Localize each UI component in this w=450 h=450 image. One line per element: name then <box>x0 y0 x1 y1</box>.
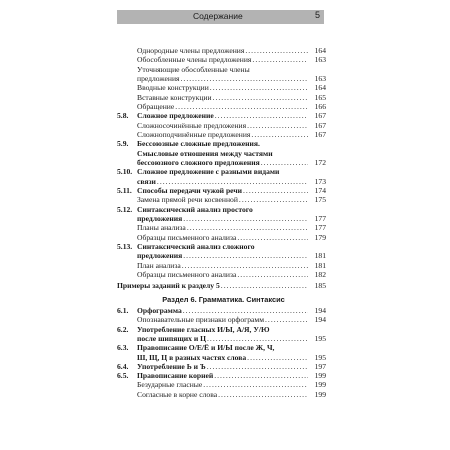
toc-entry-title: Бессоюзные сложные предложения. <box>137 139 260 149</box>
toc-entry-number: 5.11. <box>117 185 132 195</box>
toc-entry-title: Правописание О/Е/Ё и И/Ы после Ж, Ч, <box>137 343 275 353</box>
toc-entry-title: бессоюзного сложного предложения <box>137 157 260 167</box>
toc-entry-page: 195 <box>314 352 326 362</box>
toc-entry-title: предложения <box>137 73 180 83</box>
toc-entry-title: Образцы письменного анализа <box>137 232 237 242</box>
leader-dots <box>207 334 308 343</box>
toc-entry-page: 199 <box>314 380 326 390</box>
toc-entry-title: Сложное предложение с разными видами <box>137 167 280 177</box>
leader-dots <box>157 177 308 186</box>
toc-entry[interactable] <box>117 111 326 120</box>
toc-entry-text <box>137 177 308 186</box>
toc-entry-page: 165 <box>314 92 326 102</box>
toc-entry-number: 6.5. <box>117 371 129 381</box>
leader-dots <box>251 130 308 139</box>
toc-entry-text <box>137 102 308 111</box>
toc-entry-text <box>137 195 308 204</box>
toc-entry-page: 167 <box>314 111 326 121</box>
toc-entry-page: 167 <box>314 129 326 139</box>
leader-dots <box>181 74 308 83</box>
toc-entry-page: 175 <box>314 195 326 205</box>
toc-entry-page: 172 <box>314 157 326 167</box>
leader-dots <box>207 362 308 371</box>
toc-entry-text <box>137 343 326 352</box>
toc-entry-text <box>137 242 326 251</box>
toc-entry[interactable] <box>117 270 326 279</box>
toc-entry-text <box>137 380 308 389</box>
toc-entry[interactable] <box>117 380 326 389</box>
leader-dots <box>183 251 308 260</box>
toc-entry[interactable] <box>117 149 326 158</box>
toc-entry[interactable] <box>117 362 326 371</box>
toc-entry-title: Сложноподчинённые предложения <box>137 129 251 139</box>
toc-entry-number: 5.9. <box>117 139 129 149</box>
toc-entry[interactable] <box>117 102 326 111</box>
toc-entry-text <box>137 55 308 64</box>
leader-dots <box>239 195 308 204</box>
toc-entry-page: 177 <box>314 213 326 223</box>
toc-entry-title: Опознавательные признаки орфограмм <box>137 315 265 325</box>
toc-entry-number: 5.10. <box>117 167 133 177</box>
toc-entry-page: 194 <box>314 315 326 325</box>
leader-dots <box>214 371 308 380</box>
toc-entry[interactable] <box>117 223 326 232</box>
toc-entry-page: 199 <box>314 389 326 399</box>
toc-entry-text <box>137 306 308 315</box>
toc-entry[interactable] <box>117 55 326 64</box>
toc-entry-title: Ш, Щ, Ц в разных частях слова <box>137 352 247 362</box>
toc-entry[interactable] <box>117 390 326 399</box>
toc-entry-text <box>137 334 308 343</box>
page-header-title: Содержание <box>193 11 243 21</box>
toc-entry[interactable] <box>117 233 326 242</box>
toc-entry-number: 5.8. <box>117 111 129 121</box>
toc-entry[interactable] <box>117 130 326 139</box>
leader-dots <box>213 93 308 102</box>
toc-entry[interactable] <box>117 167 326 176</box>
toc-entry-title: Замена прямой речи косвенной <box>137 195 238 205</box>
toc-entry-text <box>137 261 308 270</box>
page-number: 5 <box>315 10 321 20</box>
table-of-contents <box>117 46 326 399</box>
toc-entry-text <box>137 223 308 232</box>
toc-entry-text <box>137 214 308 223</box>
leader-dots <box>237 233 308 242</box>
leader-dots <box>183 214 308 223</box>
toc-entry-text <box>137 167 326 176</box>
toc-entry-title: Орфограмма <box>137 305 182 315</box>
toc-entry[interactable] <box>117 205 326 214</box>
toc-entry-title: Способы передачи чужой речи <box>137 185 243 195</box>
toc-entry-page: 164 <box>314 83 326 93</box>
toc-entry-page: 179 <box>314 232 326 242</box>
toc-entry-page: 181 <box>314 260 326 270</box>
toc-entry-text <box>137 315 308 324</box>
toc-entry-text <box>137 251 308 260</box>
toc-entry-title: связи <box>137 176 156 186</box>
toc-entry-text <box>137 83 308 92</box>
toc-entry-title: Примеры заданий к разделу 5 <box>117 281 220 291</box>
toc-entry[interactable] <box>117 121 326 130</box>
toc-entry[interactable] <box>117 186 326 195</box>
leader-dots <box>252 55 308 64</box>
toc-entry-title: Безударные гласные <box>137 380 203 390</box>
toc-entry-text <box>137 270 308 279</box>
toc-entry-title: Планы анализа <box>137 223 186 233</box>
toc-entry-text <box>137 205 326 214</box>
toc-entry[interactable] <box>117 306 326 315</box>
toc-entry-page: 166 <box>314 101 326 111</box>
leader-dots <box>203 380 308 389</box>
toc-entry-number: 6.1. <box>117 305 129 315</box>
toc-entry-title: Обособленные члены предложения <box>137 55 252 65</box>
toc-entry-text <box>137 362 308 371</box>
leader-dots <box>247 121 308 130</box>
toc-entry-title: Синтаксический анализ сложного <box>137 241 255 251</box>
section-6-heading: Раздел 6. Грамматика. Синтаксис <box>162 294 285 304</box>
toc-entry-page: 177 <box>314 223 326 233</box>
toc-entry[interactable] <box>117 158 326 167</box>
toc-entry[interactable] <box>117 353 326 362</box>
toc-entry-page: 199 <box>314 371 326 381</box>
toc-entry-text <box>137 371 308 380</box>
toc-entry[interactable] <box>117 325 326 334</box>
toc-entry-text <box>137 121 308 130</box>
leader-dots <box>182 261 308 270</box>
toc-entry-page: 163 <box>314 73 326 83</box>
leader-dots <box>218 390 308 399</box>
toc-section-5-list <box>117 46 326 279</box>
toc-entry-title: Употребление Ь и Ъ <box>137 361 206 371</box>
toc-entry-title: Правописание корней <box>137 371 214 381</box>
toc-entry[interactable] <box>117 242 326 251</box>
toc-entry-title: Синтаксический анализ простого <box>137 204 253 214</box>
page-header-bar <box>117 10 324 24</box>
leader-dots <box>215 111 308 120</box>
toc-entry-text <box>137 111 308 120</box>
leader-dots <box>243 186 308 195</box>
toc-entry-title: после шипящих и Ц <box>137 333 207 343</box>
toc-entry-page: 167 <box>314 120 326 130</box>
toc-entry-text <box>117 281 308 290</box>
toc-entry-page: 195 <box>314 333 326 343</box>
toc-entry-examples[interactable] <box>117 281 326 290</box>
toc-entry[interactable] <box>117 139 326 148</box>
toc-entry[interactable] <box>117 74 326 83</box>
leader-dots <box>237 270 308 279</box>
toc-entry-text <box>137 353 308 362</box>
toc-entry-page: 182 <box>314 269 326 279</box>
toc-entry-title: Уточняющие обособленные члены <box>137 64 250 74</box>
toc-entry-title: Сложное предложение <box>137 111 214 121</box>
toc-entry-title: предложения <box>137 251 183 261</box>
toc-entry[interactable] <box>117 177 326 186</box>
toc-entry-text <box>137 93 308 102</box>
toc-entry-number: 5.12. <box>117 204 133 214</box>
toc-entry[interactable] <box>117 371 326 380</box>
toc-entry-number: 5.13. <box>117 241 133 251</box>
toc-entry-text <box>137 130 308 139</box>
toc-entry-page: 173 <box>314 176 326 186</box>
leader-dots <box>187 223 308 232</box>
toc-entry-number: 6.4. <box>117 361 129 371</box>
toc-entry-title: Согласные в корне слова <box>137 389 218 399</box>
toc-entry[interactable] <box>117 315 326 324</box>
toc-entry-text <box>137 74 308 83</box>
toc-entry-text <box>137 65 326 74</box>
toc-entry[interactable] <box>117 93 326 102</box>
toc-entry-title: Смысловые отношения между частями <box>137 148 273 158</box>
toc-entry-title: Однородные члены предложения <box>137 46 245 55</box>
leader-dots <box>245 46 308 55</box>
toc-entry[interactable] <box>117 261 326 270</box>
toc-entry-title: Обращение <box>137 101 175 111</box>
toc-entry-title: Употребление гласных И/Ы, А/Я, У/Ю <box>137 324 270 334</box>
toc-entry[interactable] <box>117 65 326 74</box>
toc-entry[interactable] <box>117 334 326 343</box>
leader-dots <box>265 315 308 324</box>
toc-entry-title: Вводные конструкции <box>137 83 209 93</box>
leader-dots <box>221 281 308 290</box>
toc-entry-page: 197 <box>314 361 326 371</box>
leader-dots <box>210 83 308 92</box>
toc-entry[interactable] <box>117 214 326 223</box>
toc-entry-title: предложения <box>137 213 183 223</box>
toc-entry-page: 185 <box>314 281 326 291</box>
toc-entry-title: Образцы письменного анализа <box>137 269 237 279</box>
toc-entry-title: Вставные конструкции <box>137 92 212 102</box>
toc-entry-text <box>137 233 308 242</box>
toc-entry[interactable] <box>117 195 326 204</box>
toc-entry-title: План анализа <box>137 260 181 270</box>
toc-entry[interactable] <box>117 83 326 92</box>
toc-entry-text <box>137 325 326 334</box>
leader-dots <box>261 158 308 167</box>
toc-entry-number: 6.3. <box>117 343 129 353</box>
toc-entry-title: Сложносочинённые предложения <box>137 120 247 130</box>
toc-entry[interactable] <box>117 251 326 260</box>
toc-entry-page: 163 <box>314 55 326 65</box>
toc-entry-text <box>137 139 326 148</box>
toc-entry-text <box>137 149 326 158</box>
toc-section-6-list <box>117 306 326 399</box>
toc-entry-page: 174 <box>314 185 326 195</box>
toc-entry-page: 194 <box>314 305 326 315</box>
toc-entry[interactable] <box>117 46 326 55</box>
toc-entry-page: 181 <box>314 251 326 261</box>
leader-dots <box>183 306 308 315</box>
toc-entry-text <box>137 46 308 55</box>
leader-dots <box>175 102 308 111</box>
toc-entry-number: 6.2. <box>117 324 129 334</box>
leader-dots <box>247 353 308 362</box>
toc-entry[interactable] <box>117 343 326 352</box>
toc-entry-text <box>137 390 308 399</box>
toc-entry-text <box>137 158 308 167</box>
toc-entry-text <box>137 186 308 195</box>
toc-entry-page: 164 <box>314 46 326 55</box>
